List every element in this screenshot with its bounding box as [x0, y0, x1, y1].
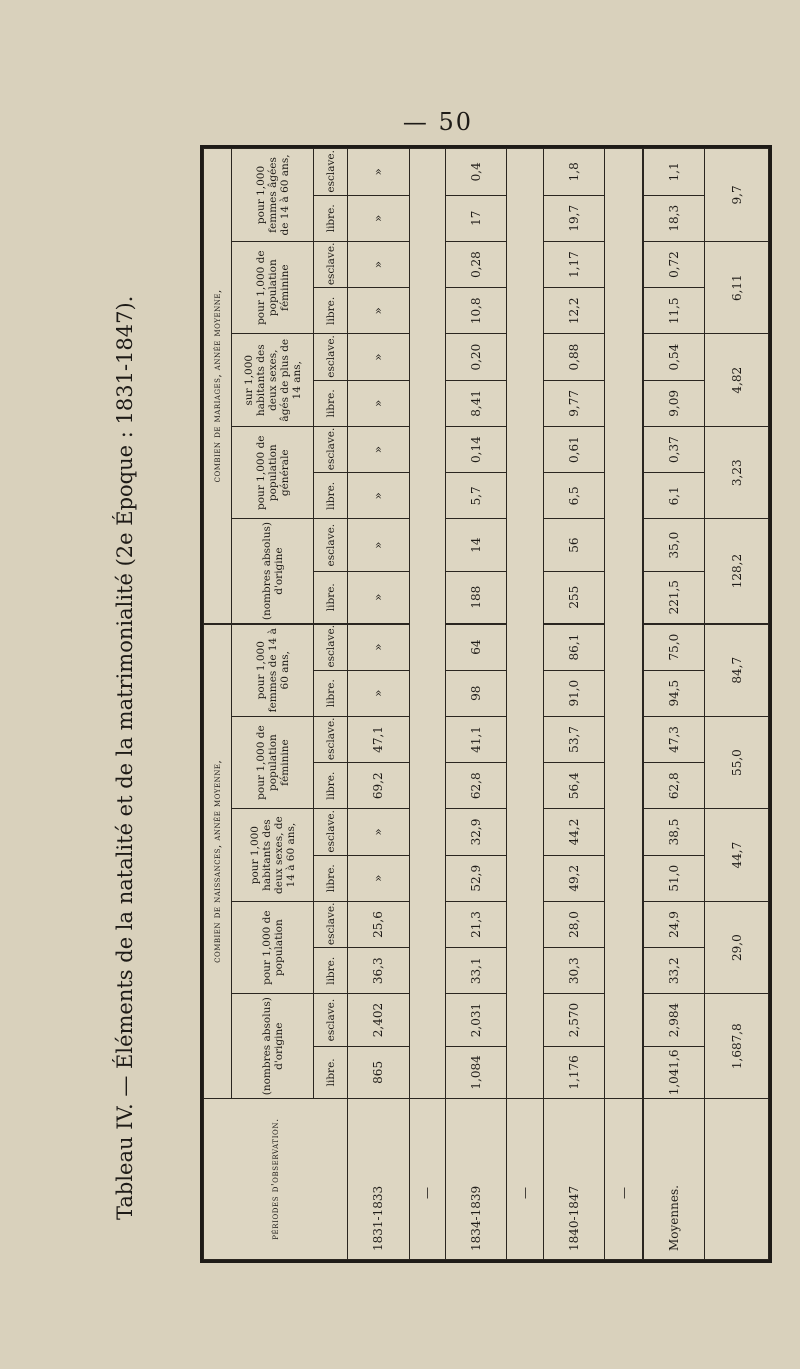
col-header-births-per-population: pour 1,000 de population	[232, 901, 314, 994]
table-row	[543, 149, 605, 1260]
value-cell: 18,3	[643, 195, 705, 241]
value-cell: »	[348, 670, 410, 716]
value-cell: 94,5	[643, 670, 705, 716]
value-cell: »	[348, 195, 410, 241]
value-cell: 6,5	[543, 473, 605, 519]
value-cell: 75,0	[643, 624, 705, 670]
value-cell: 2,984	[643, 994, 705, 1046]
total-value-cell: 84,7	[705, 624, 769, 717]
sub-header-libre: libre.	[314, 571, 348, 623]
separator-cell	[409, 149, 445, 1099]
value-cell: »	[348, 809, 410, 855]
separator-cell	[605, 149, 643, 1099]
value-cell: »	[348, 473, 410, 519]
value-cell: 35,0	[643, 519, 705, 571]
value-cell: 10,8	[445, 288, 507, 334]
col-header-births-per-female: pour 1,000 de population féminine	[232, 716, 314, 809]
value-cell: 0,61	[543, 426, 605, 472]
value-cell: 41,1	[445, 716, 507, 762]
value-cell: 19,7	[543, 195, 605, 241]
value-cell: 32,9	[445, 809, 507, 855]
value-cell: 56,4	[543, 763, 605, 809]
totals-row	[705, 149, 769, 1260]
total-value-cell: 55,0	[705, 716, 769, 809]
value-cell: »	[348, 334, 410, 380]
period-dash: —	[605, 1099, 643, 1260]
table-body	[348, 149, 769, 1260]
value-cell: 8,41	[445, 380, 507, 426]
value-cell: »	[348, 426, 410, 472]
sub-header-esclave: esclave.	[314, 426, 348, 472]
value-cell: »	[348, 149, 410, 196]
period-cell: Moyennes.	[643, 1099, 705, 1260]
period-cell: 1834-1839	[445, 1099, 507, 1260]
value-cell: »	[348, 380, 410, 426]
value-cell: 11,5	[643, 288, 705, 334]
total-value-cell: 1,687,8	[705, 994, 769, 1099]
total-value-cell: 29,0	[705, 901, 769, 994]
value-cell: 51,0	[643, 855, 705, 901]
value-cell: 69,2	[348, 763, 410, 809]
period-dash: —	[507, 1099, 543, 1260]
sub-header-esclave: esclave.	[314, 901, 348, 947]
period-cell: 1840-1847	[543, 1099, 605, 1260]
value-cell: 9,09	[643, 380, 705, 426]
value-cell: 0,88	[543, 334, 605, 380]
table-row	[348, 149, 410, 1260]
value-cell: 255	[543, 571, 605, 623]
sub-header-libre: libre.	[314, 1046, 348, 1098]
table-caption: Tableau IV. — Éléments de la natalité et de la matrimonialité (2e Époque : 1831-1847).	[113, 295, 137, 1220]
sub-header-libre: libre.	[314, 670, 348, 716]
value-cell: 2,402	[348, 994, 410, 1046]
value-cell: 24,9	[643, 901, 705, 947]
natality-matrimoniality-table	[203, 148, 769, 1260]
value-cell: 2,570	[543, 994, 605, 1046]
value-cell: 5,7	[445, 473, 507, 519]
value-cell: 12,2	[543, 288, 605, 334]
births-group-header: combien de naissances, année moyenne,	[204, 624, 232, 1099]
value-cell: 17	[445, 195, 507, 241]
statistics-table-frame	[200, 145, 772, 1263]
value-cell: »	[348, 855, 410, 901]
value-cell: »	[348, 241, 410, 287]
dash-separator-row	[605, 149, 643, 1260]
value-cell: 33,2	[643, 948, 705, 994]
value-cell: 62,8	[445, 763, 507, 809]
value-cell: 44,2	[543, 809, 605, 855]
period-dash: —	[409, 1099, 445, 1260]
sub-header-esclave: esclave.	[314, 241, 348, 287]
value-cell: 25,6	[348, 901, 410, 947]
value-cell: 98	[445, 670, 507, 716]
value-cell: 221,5	[643, 571, 705, 623]
value-cell: 49,2	[543, 855, 605, 901]
sub-header-esclave: esclave.	[314, 334, 348, 380]
col-header-marriages-absolute: (nombres absolus) d'origine	[232, 519, 314, 624]
value-cell: 1,041,6	[643, 1046, 705, 1098]
value-cell: »	[348, 288, 410, 334]
total-value-cell: 128,2	[705, 519, 769, 624]
marriages-group-header: combien de mariages, année moyenne,	[204, 149, 232, 624]
totals-label-cell	[705, 1099, 769, 1260]
sub-header-libre: libre.	[314, 763, 348, 809]
total-value-cell: 6,11	[705, 241, 769, 334]
value-cell: 36,3	[348, 948, 410, 994]
value-cell: 64	[445, 624, 507, 670]
value-cell: 91,0	[543, 670, 605, 716]
value-cell: 6,1	[643, 473, 705, 519]
page-number: — 50	[402, 108, 474, 136]
value-cell: »	[348, 519, 410, 571]
sub-header-libre: libre.	[314, 948, 348, 994]
col-header-births-per-adults: pour 1,000 habitants des deux sexes, de 14 à 60 ans,	[232, 809, 314, 902]
value-cell: 56	[543, 519, 605, 571]
dash-separator-row	[409, 149, 445, 1260]
value-cell: 47,1	[348, 716, 410, 762]
dash-separator-row	[507, 149, 543, 1260]
rotated-table-wrapper	[203, 148, 769, 1260]
value-cell: 1,084	[445, 1046, 507, 1098]
value-cell: 0,20	[445, 334, 507, 380]
value-cell: 1,8	[543, 149, 605, 196]
period-header: périodes d'observation.	[204, 1099, 348, 1260]
col-header-marriages-per-female: pour 1,000 de population féminine	[232, 241, 314, 334]
value-cell: »	[348, 571, 410, 623]
separator-cell	[507, 149, 543, 1099]
value-cell: 1,1	[643, 149, 705, 196]
sub-header-libre: libre.	[314, 195, 348, 241]
value-cell: 865	[348, 1046, 410, 1098]
total-value-cell: 9,7	[705, 149, 769, 242]
value-cell: 33,1	[445, 948, 507, 994]
sub-header-esclave: esclave.	[314, 519, 348, 571]
total-value-cell: 3,23	[705, 426, 769, 519]
sub-header-esclave: esclave.	[314, 994, 348, 1046]
sub-header-esclave: esclave.	[314, 809, 348, 855]
value-cell: 2,031	[445, 994, 507, 1046]
value-cell: »	[348, 624, 410, 670]
value-cell: 0,72	[643, 241, 705, 287]
sub-header-esclave: esclave.	[314, 149, 348, 196]
table-row	[445, 149, 507, 1260]
value-cell: 1,17	[543, 241, 605, 287]
table-row	[643, 149, 705, 1260]
value-cell: 0,28	[445, 241, 507, 287]
sub-header-libre: libre.	[314, 380, 348, 426]
col-header-marriages-per-population: pour 1,000 de population générale	[232, 426, 314, 519]
value-cell: 30,3	[543, 948, 605, 994]
total-value-cell: 4,82	[705, 334, 769, 427]
col-header-births-per-women: pour 1,000 femmes de 14 à 60 ans,	[232, 624, 314, 717]
value-cell: 53,7	[543, 716, 605, 762]
value-cell: 0,37	[643, 426, 705, 472]
value-cell: 38,5	[643, 809, 705, 855]
value-cell: 9,77	[543, 380, 605, 426]
value-cell: 28,0	[543, 901, 605, 947]
sub-header-esclave: esclave.	[314, 716, 348, 762]
value-cell: 0,54	[643, 334, 705, 380]
sub-header-libre: libre.	[314, 473, 348, 519]
value-cell: 14	[445, 519, 507, 571]
value-cell: 188	[445, 571, 507, 623]
value-cell: 86,1	[543, 624, 605, 670]
value-cell: 47,3	[643, 716, 705, 762]
sub-header-libre: libre.	[314, 855, 348, 901]
col-header-marriages-per-women: pour 1,000 femmes âgées de 14 à 60 ans,	[232, 149, 314, 242]
period-cell: 1831-1833	[348, 1099, 410, 1260]
value-cell: 1,176	[543, 1046, 605, 1098]
value-cell: 0,4	[445, 149, 507, 196]
value-cell: 52,9	[445, 855, 507, 901]
sub-header-libre: libre.	[314, 288, 348, 334]
value-cell: 21,3	[445, 901, 507, 947]
value-cell: 0,14	[445, 426, 507, 472]
total-value-cell: 44,7	[705, 809, 769, 902]
value-cell: 62,8	[643, 763, 705, 809]
sub-header-esclave: esclave.	[314, 624, 348, 670]
col-header-marriages-per-adults: sur 1,000 habitants des deux sexes, âgés de plus de 14 ans,	[232, 334, 314, 427]
col-header-births-absolute: (nombres absolus) d'origine	[232, 994, 314, 1099]
